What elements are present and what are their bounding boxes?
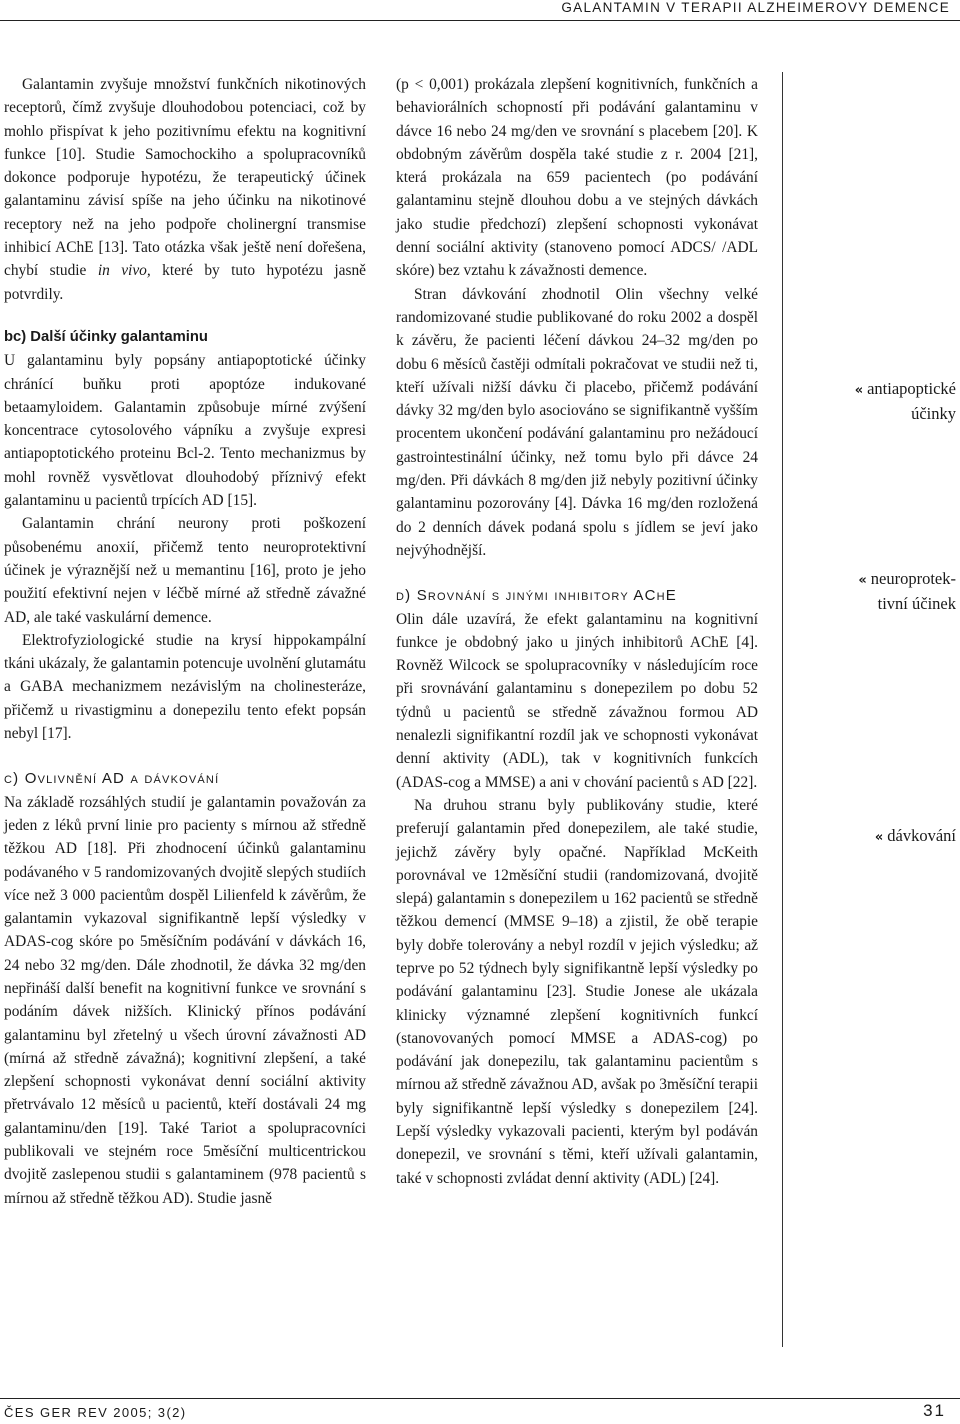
footer-rule [0,1398,960,1399]
left-paragraph-3: Galantamin chrání neurony proti poškození působenému anoxií, přičemž tento neuroprotektivní účinek je výraznější než u memantinu [16], proto je jeho použití efektivní nejen v léčbě mírné až středně závažné AD, ale také vaskulární demence. [4,515,366,626]
left-paragraph-5: Na základě rozsáhlých studií je galantamin považován za jeden z léků první linie pro pacienty s mírnou až středně těžkou AD [18]. Při zhodnocení účinků galantaminu podávaného v 5 randomizovaných dvojitě slepých studiích více než 3 000 pacientům dospěl Lilienfeld k závěrům, že galantamin vykazoval signifikantně lepší výsledky v ADAS-cog skóre po 5měsíčním podávání v dávkách 16, 24 nebo 32 mg/den. Dále zhodnotil, že dávka 32 mg/den nepřináší další benefit na kognitivní funkce ve srovnání s podáním dávek nižších. Klinický přínos podávání galantaminu byl zřetelný u všech úrovní závažnosti AD (mírná až středně závažná); kognitivní zlepšení, a také zlepšení schopnosti vykonávat denní sociální aktivity přetrvávalo 12 měsíců u pacientů, kteří dostávali 24 mg galantaminu/den [19]. Také Tariot a spolupracovníci publikovali ve stejném roce 5měsíční multicentrickou dvojitě zaslepenou studii s galantaminem (978 pacientů s mírnou až středně těžkou AD). Studie jasně [4,793,366,1207]
left-paragraph-4: Elektrofyziologické studie na krysí hippokampální tkáni ukázaly, že galantamin potencuje uvolnění glutamátu a GABA mechanizmem nezávislým na cholinesteráze, přičemž u rivastigminu a donepezilu tento efekt popsán nebyl [17]. [4,631,366,743]
margin-note-antiapoptotic [790,377,956,425]
right-paragraph-1: (p < 0,001) prokázala zlepšení kognitivních, funkčních a behaviorálních schopností při podávání galantaminu v dávce 16 nebo 24 mg/den ve srovnání s placebem [20]. K obdobným závěrům dospěla také studie z r. 2004 [21], která prokázala na 659 pacientech (po podávání galantaminu stejně dlouhou dobu a ve stejných dávkách jako studie předchozí) zlepšení schopnosti vykonávat denní sociální aktivity (stanoveno pomocí ADCS/ /ADL skóre) bez vztahu k závažnosti demence. [396,76,758,280]
left-p1-italic: in vivo, [97,262,151,280]
column-divider [782,72,783,1347]
left-p1-end: které by tuto hypotézu jasně potvrdily. [4,262,366,303]
heading-c: c) Ovlivnění AD a dávkování [4,770,220,788]
heading-bc: bc) Další účinky galantaminu [4,328,208,345]
right-paragraph-3: Olin dále uzavírá, že efekt galantaminu na kognitivní funkce je obdobný jako u jiných inhibitorů AChE [4]. Rovněž Wilcock se spolupracovníky v následujícím roce při srovnávání galantaminu s donepezilem po dobu 52 týdnů u pacientů se středně závažnou formou AD nenalezli signifikantní rozdíl jak ve schopnosti vykonávat denní aktivity (ADL), tak v kognitivních funkcích (ADAS-cog a MMSE) a ani v chování pacientů s AD [22]. [396,610,758,791]
margin-note-2-line1: neuroprotek- [870,569,956,588]
running-head: GALANTAMIN V TERAPII ALZHEIMEROVY DEMENCE [561,0,950,15]
margin-note-2-line2: tivní účinek [877,594,956,613]
right-column [396,73,758,1190]
heading-d: d) Srovnání s jinými inhibitory AChE [396,587,678,605]
double-arrow-left-icon: « [854,383,864,398]
right-paragraph-4: Na druhou stranu byly publikovány studie, které preferují galantamin před donepezilem, ale také studie, jejichž závěry byly opačné. Například McKeith porovnával ve 12měsíční studii (randomizovaná, dvojitě slepá) galantamin s donepezilem u 162 pacientů se středně těžkou demencí (MMSE 9–18) a zjistil, že obě terapie byly dobře tolerovány a nebyl rozdíl v jejich výsledku; až teprve po 52 týdnech byly signifikantně lepší výsledky po podávání galantaminu [23]. Studie Jonese ale ukázala klinicky významné zlepšení kognitivních funkcí (stanovovaných pomocí MMSE a ADAS-cog) po podávání jak donepezilu, tak galantaminu pacientům s mírnou až středně závažnou AD, avšak po 3měsíční terapii byly signifikantně lepší výsledky s donepezilem [24]. Lepší výsledky vykazovali pacienti, kterým byl podáván donepezil, ve srovnání s těmi, kteří užívali galantamin, také v schopnosti zvládat denní aktivity (ADL) [24]. [396,796,758,1187]
margin-note-neuroprotective [790,567,956,615]
right-paragraph-2: Stran dávkování zhodnotil Olin všechny velké randomizované studie publikované do roku 2002 a dospěl k závěru, že pacienti léčení dávkou 24–32 mg/den po dobu 6 měsíců častěji odmítali pokračovat ve studii než ti, kteří užívali nižší dávku či placebo, přičemž podávání dávky 32 mg/den bylo asociováno se signifikantně vyšším procentem ukončení podávání galantaminu pro nežádoucí gastrointestinální účinky, než tomu bylo při dávce 24 mg/den. Při dávkách 8 mg/den již nebyly pozitivní účinky galantaminu pozorovány [4]. Dávka 16 mg/den rozložená do 2 denních dávek podaná spolu s jídlem se jeví jako nejvýhodnější. [396,285,758,559]
double-arrow-left-icon: « [874,830,884,845]
page-number: 31 [923,1401,946,1420]
left-paragraph-2: U galantaminu byly popsány antiapoptotické účinky chránící buňku proti apoptóze indukované betaamyloidem. Galantamin způsobuje mírné zvýšení koncentrace cytosolového vápníku a zvyšuje expresi antiapoptotického proteinu Bcl-2. Tento mechanizmus by mohl rovněž vysvětlovat dlouhodobý příznivý efekt galantaminu u pacientů trpících AD [15]. [4,352,366,510]
left-column [4,73,366,1210]
margin-note-1-line1: antiapoptické [867,379,956,398]
margin-note-1-line2: účinky [911,404,956,423]
left-p1-text: Galantamin zvyšuje množství funkčních nikotinových receptorů, čímž zvyšuje dlouhodobou potenciaci, což by mohlo přispívat k jeho pozitivnímu efektu na kognitivní funkce [10]. Studie Samochockiho a spolupracovníků dokonce podporuje hypotézu, že terapeutický účinek galantaminu závisí spíše na jeho účinku na nikotinové receptory než na jeho podpoře cholinergní transmise inhibicí AChE [13]. Tato otázka však ještě není dořešena, chybí studie [4,76,366,280]
double-arrow-left-icon: « [858,573,867,588]
header-rule [0,20,960,21]
margin-note-3-line1: dávkování [887,826,956,845]
journal-citation: ČES GER REV 2005; 3(2) [4,1405,187,1420]
margin-note-dosage [790,824,956,849]
left-paragraph-1 [4,73,366,306]
